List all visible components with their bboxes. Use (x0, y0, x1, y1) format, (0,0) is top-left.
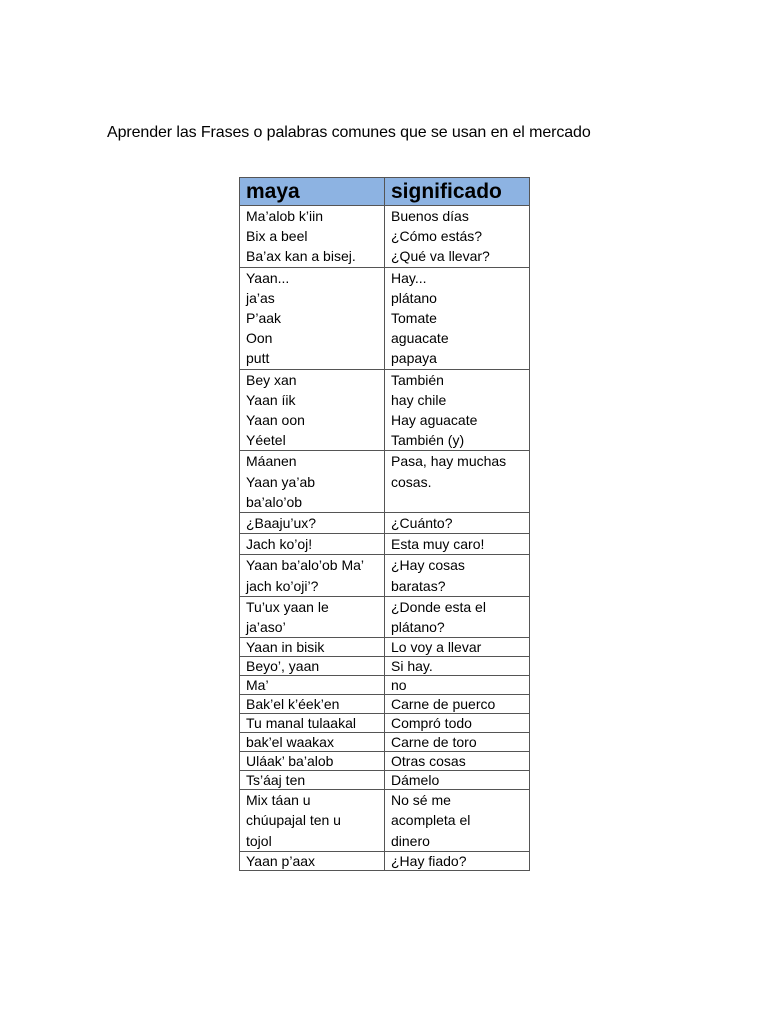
table-row (240, 657, 530, 676)
significado-cell: ¿Hay cosas baratas? (385, 555, 530, 596)
significado-cell: Hay... plátano Tomate aguacate papaya (385, 267, 530, 369)
maya-cell: Ma’alob k’iin Bix a beel Ba’ax kan a bisej. (240, 206, 385, 268)
table-row (240, 369, 530, 451)
significado-cell: ¿Donde esta el plátano? (385, 596, 530, 637)
table-row (240, 451, 530, 513)
maya-cell: Tu manal tulaakal (240, 714, 385, 733)
significado-cell: ¿Cuánto? (385, 513, 530, 534)
table-row (240, 695, 530, 714)
table-row (240, 267, 530, 369)
column-header-significado: significado (385, 178, 530, 206)
significado-cell: Pasa, hay muchas cosas. (385, 451, 530, 513)
table-row (240, 714, 530, 733)
maya-cell: ¿Baaju’ux? (240, 513, 385, 534)
significado-cell: Lo voy a llevar (385, 638, 530, 657)
table-row (240, 752, 530, 771)
significado-cell: Buenos días ¿Cómo estás? ¿Qué va llevar? (385, 206, 530, 268)
significado-cell: ¿Hay fiado? (385, 851, 530, 870)
vocabulary-table (239, 177, 530, 871)
table-row (240, 771, 530, 790)
table-row (240, 534, 530, 555)
table-row (240, 596, 530, 637)
table-row (240, 733, 530, 752)
maya-cell: Beyo’, yaan (240, 657, 385, 676)
maya-cell: Yaan... ja’as P’aak Oon putt (240, 267, 385, 369)
maya-cell: Tu’ux yaan le ja’aso’ (240, 596, 385, 637)
significado-cell: No sé me acompleta el dinero (385, 790, 530, 852)
maya-cell: Yaan p’aax (240, 851, 385, 870)
page-title: Aprender las Frases o palabras comunes que se usan en el mercado (107, 124, 591, 141)
significado-cell: Carne de puerco (385, 695, 530, 714)
maya-cell: Ma’ (240, 676, 385, 695)
significado-cell: Otras cosas (385, 752, 530, 771)
maya-cell: Yaan ba’alo’ob Ma’ jach ko’oji’? (240, 555, 385, 596)
table-row (240, 676, 530, 695)
significado-cell: Dámelo (385, 771, 530, 790)
maya-cell: Mix táan u chúupajal ten u tojol (240, 790, 385, 852)
significado-cell: Compró todo (385, 714, 530, 733)
maya-cell: bak’el waakax (240, 733, 385, 752)
significado-cell: Si hay. (385, 657, 530, 676)
maya-cell: Máanen Yaan ya’ab ba’alo’ob (240, 451, 385, 513)
maya-cell: Bey xan Yaan íik Yaan oon Yéetel (240, 369, 385, 451)
significado-cell: no (385, 676, 530, 695)
maya-cell: Jach ko’oj! (240, 534, 385, 555)
maya-cell: Yaan in bisik (240, 638, 385, 657)
significado-cell: También hay chile Hay aguacate También (y) (385, 369, 530, 451)
column-header-maya: maya (240, 178, 385, 206)
significado-cell: Carne de toro (385, 733, 530, 752)
maya-cell: Bak’el k’éek’en (240, 695, 385, 714)
table-row (240, 513, 530, 534)
table-row (240, 851, 530, 870)
maya-cell: Uláak’ ba’alob (240, 752, 385, 771)
table-row (240, 206, 530, 268)
table-row (240, 555, 530, 596)
maya-cell: Ts’áaj ten (240, 771, 385, 790)
table-row (240, 638, 530, 657)
table-row (240, 790, 530, 852)
significado-cell: Esta muy caro! (385, 534, 530, 555)
table-header-row (240, 178, 530, 206)
